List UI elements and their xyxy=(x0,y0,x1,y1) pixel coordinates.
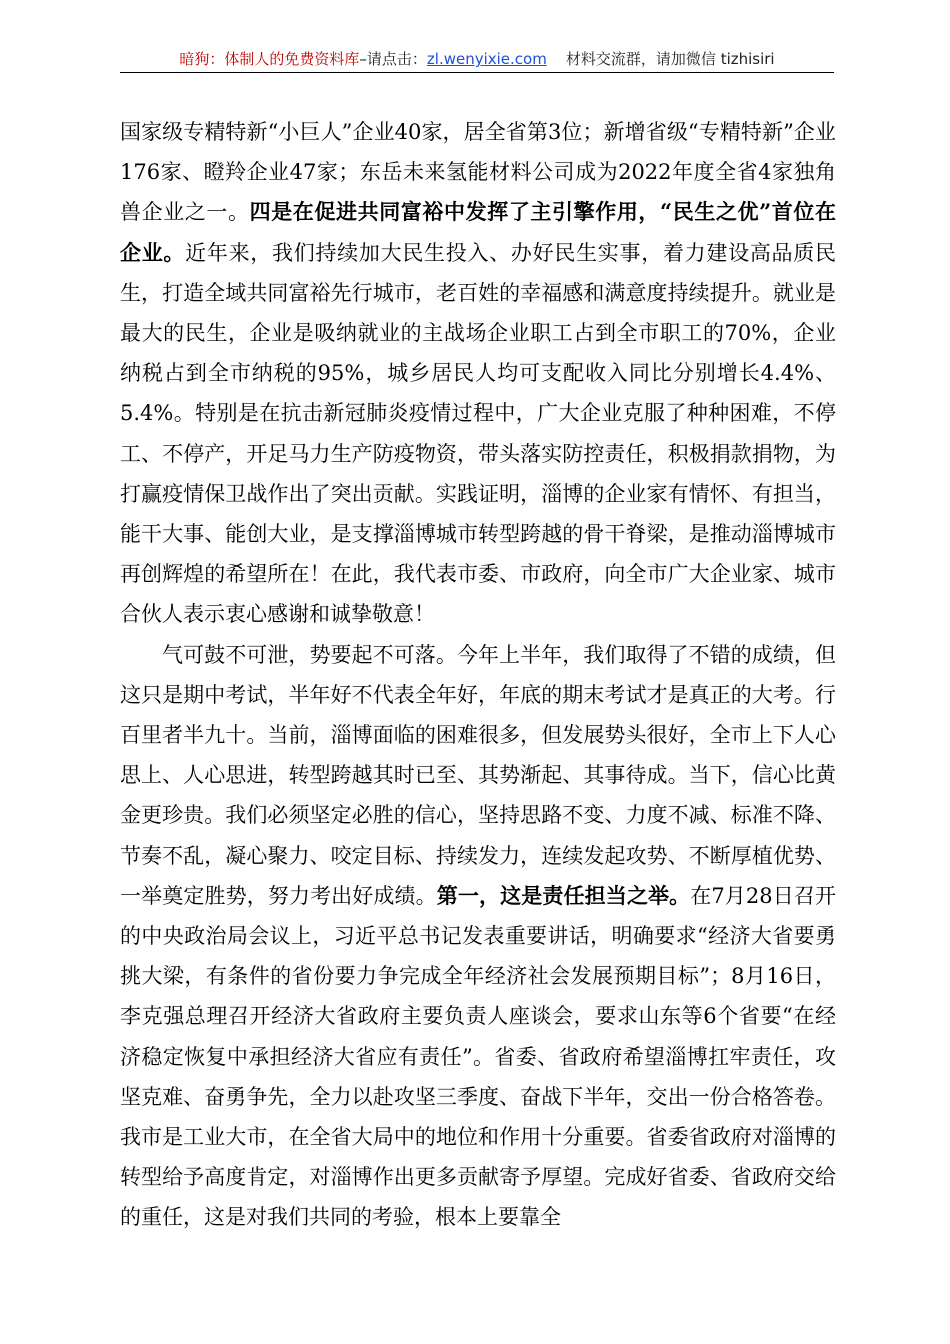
header-promo: 暗狗：体制人的免费资料库 xyxy=(179,50,360,68)
page-header xyxy=(120,48,834,72)
paragraph-2 xyxy=(120,635,836,1238)
document-body xyxy=(120,112,836,1238)
paragraph-text: 在7月28日召开的中央政治局会议上，习近平总书记发表重要讲话，明确要求“经济大省要勇挑大梁，有条件的省份要力争完成全年经济社会发展预期目标”；8月16日，李克强总理召开经济大省政府主要负责人座谈会，要求山东等6个省要“在经济稳定恢复中承担经济大省应有责任”。省委、省政府希望淄博扛牢责任，攻坚克难、奋勇争先，全力以赴攻坚三季度、奋战下半年，交出一份合格答卷。我市是工业大市，在全省大局中的地位和作用十分重要。省委省政府对淄博的转型给予高度肯定，对淄博作出更多贡献寄予厚望。完成好省委、省政府交给的重任，这是对我们共同的考验，根本上要靠全 xyxy=(120,883,836,1230)
paragraph-text: 气可鼓不可泄，势要起不可落。今年上半年，我们取得了不错的成绩，但这只是期中考试，半年好不代表全年好，年底的期末考试才是真正的大考。行百里者半九十。当前，淄博面临的困难很多，但发展势头很好，全市上下人心思上、人心思进，转型跨越其时已至、其势渐起、其事待成。当下，信心比黄金更珍贵。我们必须坚定必胜的信心，坚持思路不变、力度不减、标准不降、节奏不乱，凝心聚力、咬定目标、持续发力，连续发起攻势、不断厚植优势、一举奠定胜势，努力考出好成绩。 xyxy=(120,642,836,908)
paragraph-text: 国家级专精特新“小巨人”企业40家，居全省第3位；新增省级“专精特新”企业176家、瞪羚企业47家；东岳未来氢能材料公司成为2022年度全省4家独角兽企业之一。 xyxy=(120,120,836,225)
header-group-text: 材料交流群，请加微信 tizhisiri xyxy=(565,50,775,68)
header-divider xyxy=(120,72,834,73)
paragraph-bold-text: 第一，这是责任担当之举。 xyxy=(436,882,691,908)
paragraph-1 xyxy=(120,112,836,635)
header-click-text: –请点击： xyxy=(359,50,427,68)
paragraph-text: 近年来，我们持续加大民生投入、办好民生实事，着力建设高品质民生，打造全域共同富裕先行城市，老百姓的幸福感和满意度持续提升。就业是最大的民生，企业是吸纳就业的主战场企业职工占到全市职工的70%，企业纳税占到全市纳税的95%，城乡居民人均可支配收入同比分别增长4.4%、5.4%。特别是在抗击新冠肺炎疫情过程中，广大企业克服了种种困难，不停工、不停产，开足马力生产防疫物资，带头落实防控责任，积极捐款捐物，为打赢疫情保卫战作出了突出贡献。实践证明，淄博的企业家有情怀、有担当，能干大事、能创大业，是支撑淄博城市转型跨越的骨干脊梁，是推动淄博城市再创辉煌的希望所在！在此，我代表市委、市政府，向全市广大企业家、城市合伙人表示衷心感谢和诚挚敬意！ xyxy=(120,240,836,627)
header-link[interactable]: zl.wenyixie.com xyxy=(426,50,547,68)
paragraph-bold-text: 四是在促进共同富裕中发挥了主引擎作用，“民生之优”首位在企业。 xyxy=(120,199,837,265)
